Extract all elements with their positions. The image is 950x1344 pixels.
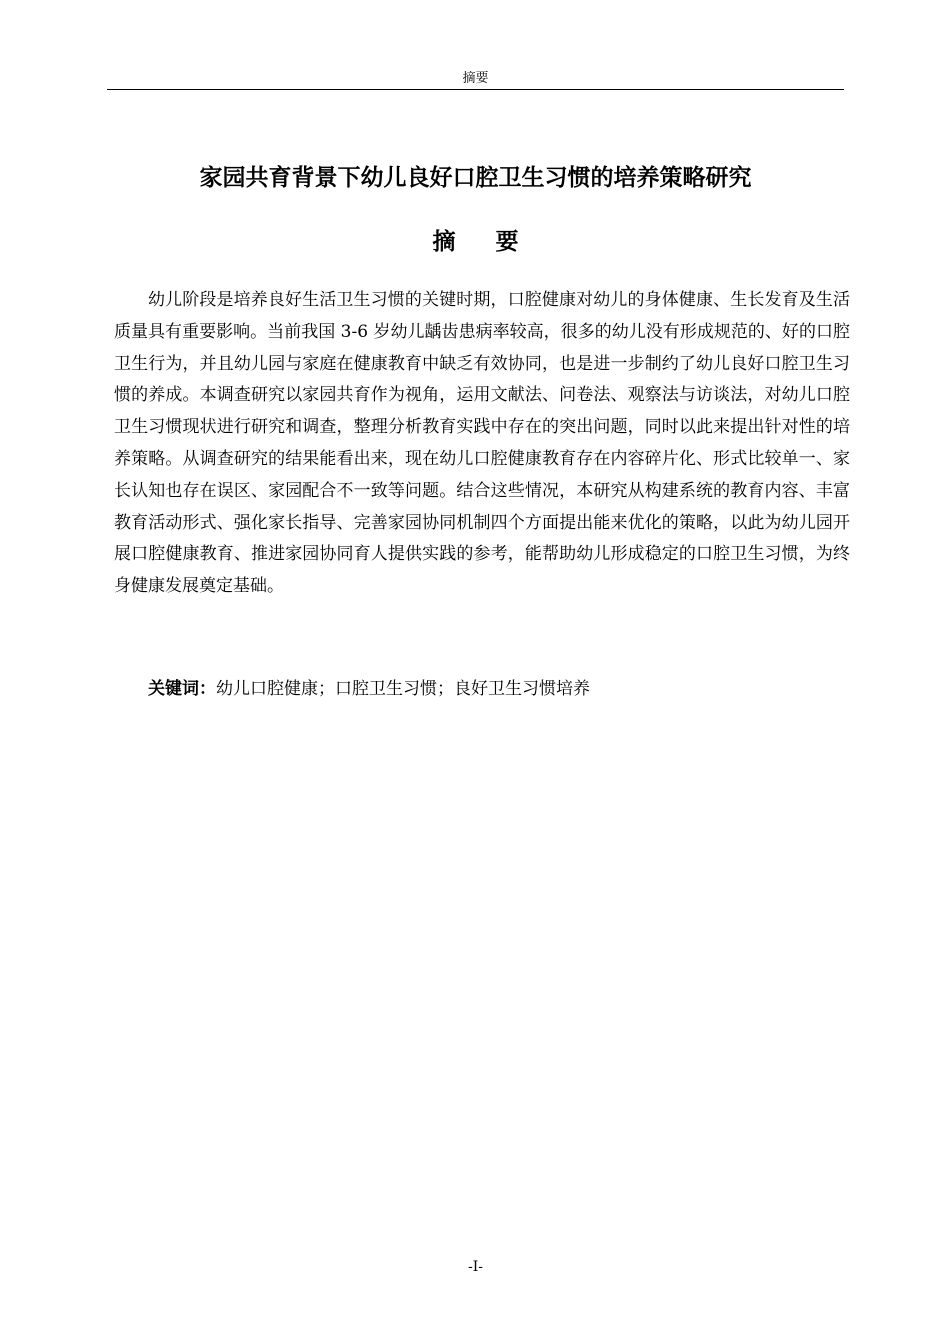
page-number: -I- — [468, 1259, 483, 1275]
header-divider — [107, 89, 844, 90]
document-title: 家园共育背景下幼儿良好口腔卫生习惯的培养策略研究 — [199, 165, 752, 191]
keywords-label: 关键词： — [148, 679, 216, 699]
abstract-body: 幼儿阶段是培养良好生活卫生习惯的关键时期，口腔健康对幼儿的身体健康、生长发育及生活质量具有重要影响。当前我国 3-6 岁幼儿龋齿患病率较高，很多的幼儿没有形成规范的、好的口腔卫生行为，并且幼儿园与家庭在健康教育中缺乏有效协同，也是进一步制约了幼儿良好口腔卫生习惯的养成。本调查研究以家园共育作为视角，运用文献法、问卷法、观察法与访谈法，对幼儿口腔卫生习惯现状进行研究和调查，整理分析教育实践中存在的突出问题，同时以此来提出针对性的培养策略。从调查研究的结果能看出来，现在幼儿口腔健康教育存在内容碎片化、形式比较单一、家长认知也存在误区、家园配合不一致等问题。结合这些情况，本研究从构建系统的教育内容、丰富教育活动形式、强化家长指导、完善家园协同机制四个方面提出能来优化的策略，以此为幼儿园开展口腔健康教育、推进家园协同育人提供实践的参考，能帮助幼儿形成稳定的口腔卫生习惯，为终身健康发展奠定基础。 — [114, 290, 850, 597]
running-header: 摘要 — [462, 71, 489, 86]
keywords-line — [148, 674, 848, 706]
abstract-heading: 摘要 — [432, 229, 559, 255]
keywords-value: 幼儿口腔健康；口腔卫生习惯；良好卫生习惯培养 — [216, 679, 590, 699]
